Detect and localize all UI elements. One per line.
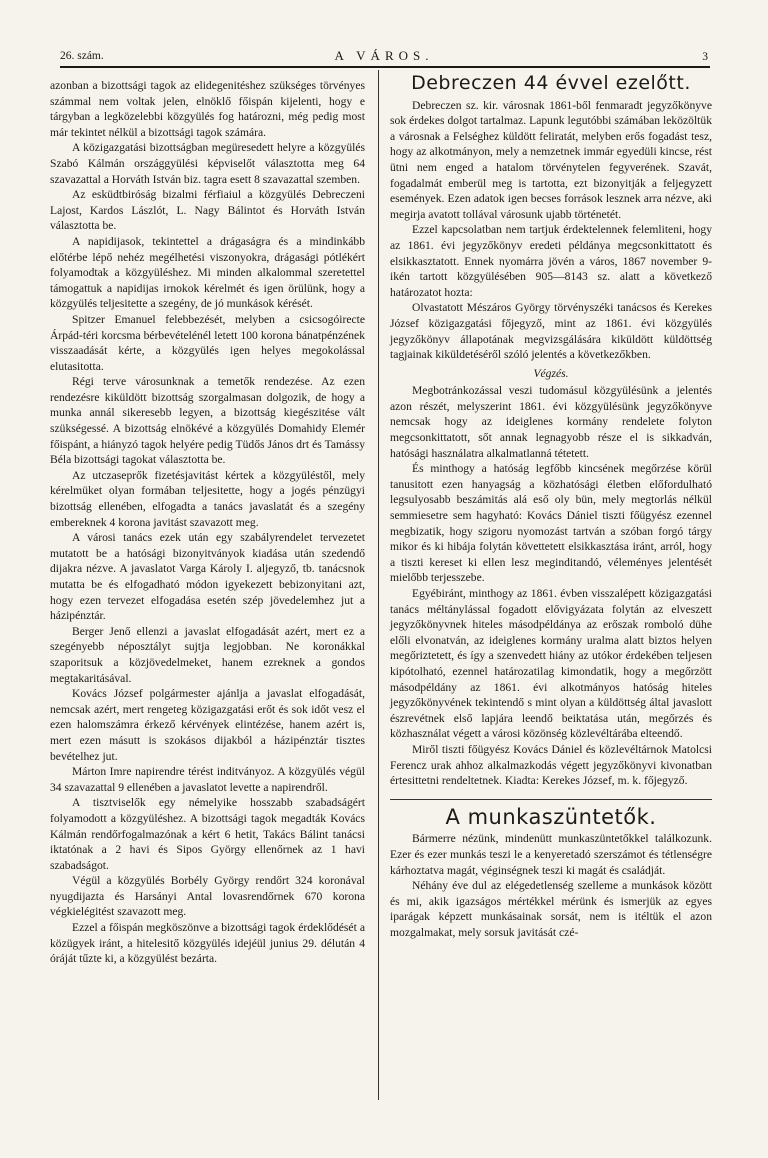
column-divider — [378, 70, 379, 1100]
header-rule — [60, 66, 710, 68]
paragraph: Ezzel kapcsolatban nem tartjuk érdektelennek felemliteni, hogy az 1861. évi jegyzőkönyv eredeti példánya megcsonkittatott és elsikkasztatott. Ennek nyomárra jövén a város, 1867 november 9-ikén tartott közgyülésében 905—8143 sz. alatt a következő határozatot hozta: — [390, 223, 712, 299]
paragraph: Néhány éve dul az elégedetlenség szelleme a munkások között és mi, akik igazságos mértékkel mérünk és ismerjük az egyes iparágak képzett munkásainak sorsát, nem is itéltük el azon mozgalmakat, mely sorsuk javitását czé- — [390, 879, 712, 939]
paragraph: Ezzel a főispán megköszönve a bizottsági tagok érdeklődését a közügyek iránt, a hitelesitő közgyülés idejéül junius 29. délután 4 óráját tűzte ki, a közgyülést bezárta. — [50, 921, 365, 966]
article-title-debreczen: Debreczen 44 évvel ezelőtt. — [411, 72, 691, 94]
page-header — [60, 48, 708, 66]
paragraph: Egyébiránt, minthogy az 1861. évben visszalépett közigazgatási tanács méltánylással fogadott elővigyázata folytán az elveszett jegyzőkönyvnek hiteles másodpéldánya az erőszak romboló dühe előli elvonatván, az ideiglenes kormány uralma alatt biztos helyen megőriztetett, és így a szenvedett hiány az utókor érdekében teljesen kipótolható, ezennel határozatilag kimondatik, hogy a megőrzött másodpéldány az 1861. évi alkotmányos hatóság hiteles jegyzőkönyvének tekintendő s mint olyan a küldöttség által javaslott észrevétnek első lapjára leendő beiktatása után, megőrzés és közhasználat végett a városi közönség közlevéltárába elteendő. — [390, 587, 712, 741]
page-number: 3 — [702, 51, 708, 63]
paragraph: Az esküdtbiróság bizalmi férfiaiul a közgyülés Debreczeni Lajost, Kardos Lászlót, L. Nagy Bálintot és Horváth István választotta be. — [50, 188, 365, 233]
paragraph: Spitzer Emanuel felebbezését, melyben a csicsogóirecte Árpád-téri korcsma bérbevételénél letett 100 korona bánatpénzének visszaadását kérte, a közgyülés igen helyes megokolással elutasitotta. — [50, 312, 365, 373]
paragraph: Régi terve városunknak a temetők rendezése. Az ezen rendezésre kiküldött bizottság szorgalmasan dolgozik, de hogy a munka annál sikeresebb legyen, a bizottság kiegészitése vált szükségessé. A bizottság elnökévé a közgyülés Domahidy Elemér főispánt, a hiányzó tagok helyére pedig Tüdős János drt és Tamássy Béla bizottsági tagokat választotta be. — [50, 375, 365, 467]
newspaper-title: A VÁROS. — [334, 48, 434, 63]
paragraph: Végül a közgyülés Borbély György rendőrt 324 koronával nyugdijazta és Harsányi Antal lovasrendőrnek 670 korona végkielégitést szavazott meg. — [50, 874, 365, 919]
right-column — [390, 74, 712, 940]
left-column — [50, 78, 365, 967]
article-title-munkaszuntetok: A munkaszüntetők. — [445, 804, 657, 829]
paragraph: A napidijasok, tekintettel a drágaságra és a mindinkább előtérbe lépő nehéz megélhetési viszonyokra, drágasági pótlékért folyamodtak a közgyüléshez. Mi minden alkalommal szeretettel támogattuk a napidijas irnokok kérelmét és igen örülünk, hogy a közgyülés teljesitette a szegény, de jó munkások kérését. — [50, 234, 365, 311]
issue-number: 26. szám. — [60, 50, 104, 62]
paragraph: Debreczen sz. kir. városnak 1861-ből fenmaradt jegyzőkönyve sok érdekes dolgot tartalmaz. Lapunk legutóbbi számában leközöltük a városnak a Felséghez küldött feliratát, melyben erős fogadást tesz, hogy az alkotmányon, mely a nemzetnek immár egyedüli kincse, rést ütni nem enged a hatalom törvénytelen fegyverének. Szavát, fogadalmát emberül meg is tartotta, ezt bizonyitják a feljegyzett események. Ezen adatok igen becses források lesznek arra nézve, aki megirja avatott tollával városunk ujabb történetét. — [390, 98, 712, 221]
paragraph: És minthogy a hatóság legfőbb kincsének megőrzése körül tanusitott ezen hanyagság a közhatósági életben előfordulható legsulyosabb beszámitás alá eső oly bün, mely megtorlás nélkül semmiesetre sem hagyható: Kovács Dániel tiszti főügyész ezennel megbizatik, hogy szigoru nyomozást tartván a szóban forgó tárgy mikor és ki hibája folytán követtetett elsikkasztása iránt, arról, hogy a tiszti kereset ki ellen lesz meginditandó, véleményes jelentését mielőbb terjesszebe. — [390, 462, 712, 585]
paragraph: Kovács József polgármester ajánlja a javaslat elfogadását, nemcsak azért, mert rengeteg közigazgatási erőt és sok időt vesz el ezen halomszámra érkező kérvények elintézése, hanem azért is, mert ezen másutt is szokásos dijakból a házipénztár tisztes bevételhez jut. — [50, 687, 365, 763]
paragraph: A városi tanács ezek után egy szabályrendelet tervezetet mutatott be a hatósági bizonyitványok kiadása után szedendő dijakra nézve. A javaslatot Varga Károly I. aljegyző, tb. tanácsnok mutatta be és elfogadható módon igyekezett bebizonyitani azt, hogy ezen tervezet elfogadása esetén szép jövedelemhez jut a házipénztár. — [50, 531, 365, 623]
article-separator — [390, 799, 712, 800]
subheading-vegzes: Végzés. — [533, 366, 569, 380]
paragraph: Olvastatott Mészáros György törvényszéki tanácsos és Kerekes József közigazgatási főjegyző, mint az 1861. évi közgyülés jegyzőkönyv állapotának megvizsgálására kiküldött küldöttség tagjainak kiküldetéséről szóló jelentés a következőkben. — [390, 301, 712, 362]
paragraph: A tisztviselők egy némelyike hosszabb szabadságért folyamodott a közgyüléshez. A bizottsági tagok megadták Kovács Kálmán rendőrfogalmazónak a kért 6 hetit, Takács Bálint tanácsi iktatónak a 2 havi és Sipos György ellenőrnek az 1 havi szabadságot. — [50, 796, 365, 872]
paragraph: azonban a bizottsági tagok az elidegenitéshez szükséges törvényes számmal nem voltak jelen, elnöklő főispán kijelenti, hogy e tárgyban a legközelebbi közgyülés fog határozni, még pedig most már tekintet nélkül a bizottsági tagok számára. — [50, 79, 365, 139]
paragraph: Márton Imre napirendre térést inditványoz. A közgyülés végül 34 szavazattal 9 ellenében a javaslatot levette a napirendről. — [50, 765, 365, 794]
paragraph: Bármerre nézünk, mindenütt munkaszüntetőkkel találkozunk. Ezer és ezer munkás teszi le a kenyeretadó szerszámot és tétlenségre kárhoztatva magát, véginségnek teszi ki magát és családját. — [390, 832, 712, 877]
paragraph: Miről tiszti főügyész Kovács Dániel és közlevéltárnok Matolcsi Ferencz urak ahhoz alkalmazkodás végett jegyzőkönyvi kivonatban értesittetni rendeltetnek. Kiadta: Kerekes József, m. k. főjegyző. — [390, 742, 712, 788]
paragraph: A közigazgatási bizottságban megüresedett helyre a közgyülés Szabó Kálmán országgyülési képviselőt választotta meg 64 szavazattal a Horváth István biz. tagra esett 8 szavazattal szemben. — [50, 141, 365, 186]
paragraph: Az utczaseprők fizetésjavitást kértek a közgyüléstől, mely kérelmüket olyan formában teljesitette, hogy a jogés pénzügyi bizottság ellenében, elfogadta a tanács javaslatát és a szegény embereknek 4 korona javitást szavazott meg. — [50, 468, 365, 529]
paragraph: Megbotránkozással veszi tudomásul közgyülésünk a jelentés azon részét, melyszerint 1861. évi közgyülésünk jegyzőkönyve nemcsak hogy az ideiglenes kormány rendelete folyton megcsonkittatott, sőt annak legnagyobb része el is sikkadván, hatósági használatra alkalmatlanná tétetett. — [390, 384, 712, 460]
paragraph: Berger Jenő ellenzi a javaslat elfogadását azért, mert ez a szegényebb néposztályt sujtja legjobban. Ne koronákkal szaporitsuk a közjövedelmeket, hanem ezreknek a gondos megtakaritásával. — [50, 624, 365, 685]
